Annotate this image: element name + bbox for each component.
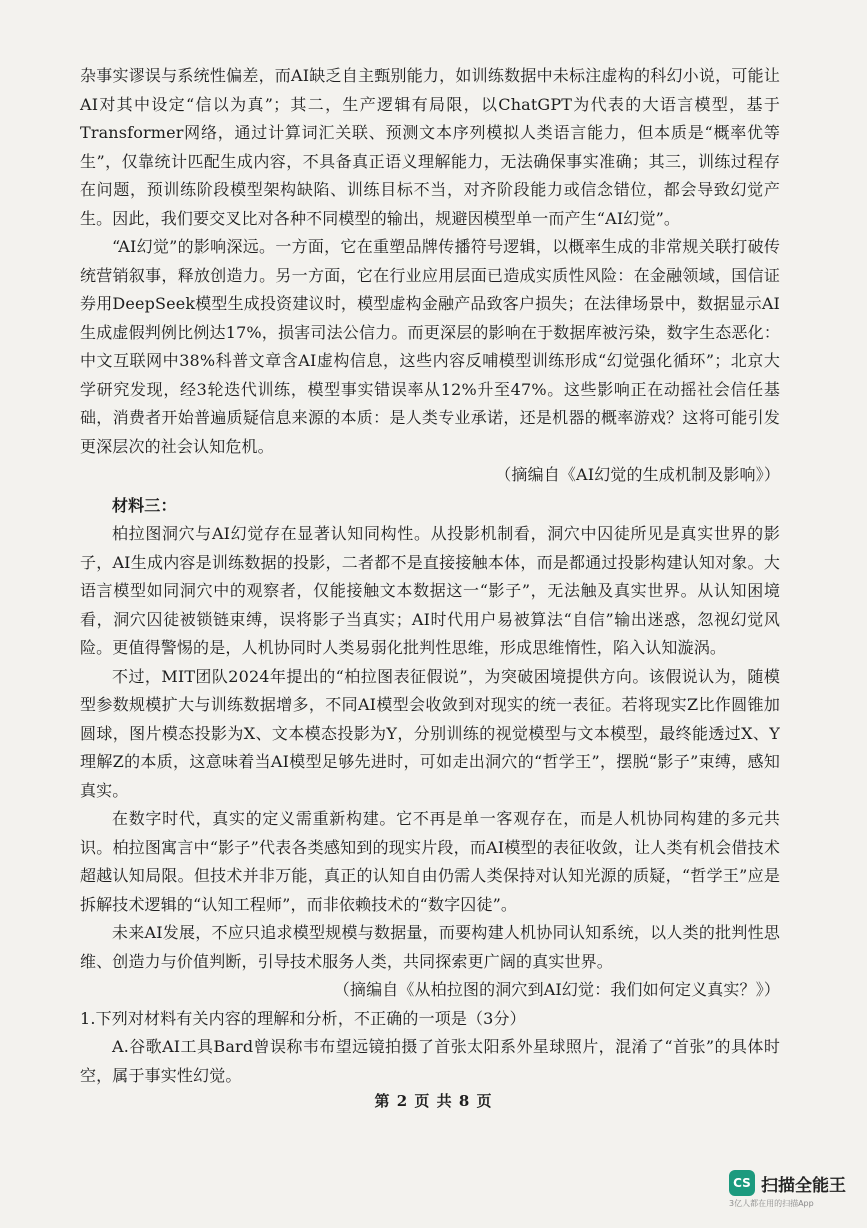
paragraph-mit-hypothesis: 不过，MIT团队2024年提出的“柏拉图表征假说”，为突破困境提供方向。该假说认为，随模型参数规模扩大与训练数据增多，不同AI模型会收敛到对现实的统一表征。若将现实Z比作圆锥加圆球，图片模态投影为X、文本模态投影为Y，分别训练的视觉模型与文本模型，最终能透过X、Y理解Z的本质，这意味着当AI模型足够先进时，可如走出洞穴的“哲学王”，摆脱“影子”束缚，感知真实。 <box>80 666 780 800</box>
document-body <box>80 62 780 1090</box>
camscanner-logo-icon: CS <box>729 1170 755 1196</box>
watermark-title: 扫描全能王 <box>761 1176 846 1196</box>
source-citation-2: （摘编自《AI幻觉的生成机制及影响》） <box>495 465 780 484</box>
paragraph-continued: 杂事实谬误与系统性偏差，而AI缺乏自主甄别能力，如训练数据中未标注虚构的科幻小说，可能让AI对其中设定“信以为真”；其二，生产逻辑有局限，以ChatGPT为代表的大语言模型，基于Transformer网络，通过计算词汇关联、预测文本序列模拟人类语言能力，但本质是“概率优等生”，仅靠统计匹配生成内容，不具备真正语义理解能力，无法确保事实准确；其三，训练过程存在问题，预训练阶段模型架构缺陷、训练目标不当，对齐阶段能力或信念错位，都会导致幻觉产生。因此，我们要交叉比对各种不同模型的输出，规避因模型单一而产生“AI幻觉”。 <box>80 66 780 228</box>
paragraph-plato-cave: 柏拉图洞穴与AI幻觉存在显著认知同构性。从投影机制看，洞穴中囚徒所见是真实世界的影子，AI生成内容是训练数据的投影，二者都不是直接接触本体，而是都通过投影构建认知对象。大语言模型如同洞穴中的观察者，仅能接触文本数据这一“影子”，无法触及真实世界。从认知困境看，洞穴囚徒被锁链束缚，误将影子当真实；AI时代用户易被算法“自信”输出迷惑，忽视幻觉风险。更值得警惕的是，人机协同时人类易弱化批判性思维，形成思维惰性，陷入认知漩涡。 <box>80 524 780 657</box>
material-three-heading: 材料三： <box>112 495 177 515</box>
scanner-watermark <box>729 1168 859 1208</box>
source-citation-3: （摘编自《从柏拉图的洞穴到AI幻觉：我们如何定义真实？》） <box>333 980 780 999</box>
paragraph-digital-truth: 在数字时代，真实的定义需重新构建。它不再是单一客观存在，而是人机协同构建的多元共识。柏拉图寓言中“影子”代表各类感知到的现实片段，而AI模型的表征收敛，让人类有机会借技术超越认知局限。但技术并非万能，真正的认知自由仍需人类保持对认知光源的质疑，“哲学王”应是拆解技术逻辑的“认知工程师”，而非依赖技术的“数字囚徒”。 <box>80 809 780 914</box>
paragraph-future-ai: 未来AI发展，不应只追求模型规模与数据量，而要构建人机协同认知系统，以人类的批判性思维、创造力与价值判断，引导技术服务人类，共同探索更广阔的真实世界。 <box>80 923 780 971</box>
question-1-option-a: A.谷歌AI工具Bard曾误称韦布望远镜拍摄了首张太阳系外星球照片，混淆了“首张”的具体时空，属于事实性幻觉。 <box>80 1037 780 1085</box>
question-1: 1.下列对材料有关内容的理解和分析，不正确的一项是（3分） <box>80 1008 526 1028</box>
page-number: 第 2 页 共 8 页 <box>374 1092 493 1110</box>
paragraph-hallucination-impact: “AI幻觉”的影响深远。一方面，它在重塑品牌传播符号逻辑，以概率生成的非常规关联打破传统营销叙事，释放创造力。另一方面，它在行业应用层面已造成实质性风险：在金融领域，国信证券用DeepSeek模型生成投资建议时，模型虚构金融产品致客户损失；在法律场景中，数据显示AI生成虚假判例比例达17%，损害司法公信力。而更深层的影响在于数据库被污染，数字生态恶化：中文互联网中38%科普文章含AI虚构信息，这些内容反哺模型训练形成“幻觉强化循环”；北京大学研究发现，经3轮迭代训练，模型事实错误率从12%升至47%。这些影响正在动摇社会信任基础，消费者开始普遍质疑信息来源的本质：是人类专业承诺，还是机器的概率游戏？这将可能引发更深层次的社会认知危机。 <box>80 237 780 456</box>
watermark-subtitle: 3亿人都在用的扫描App <box>729 1199 814 1208</box>
